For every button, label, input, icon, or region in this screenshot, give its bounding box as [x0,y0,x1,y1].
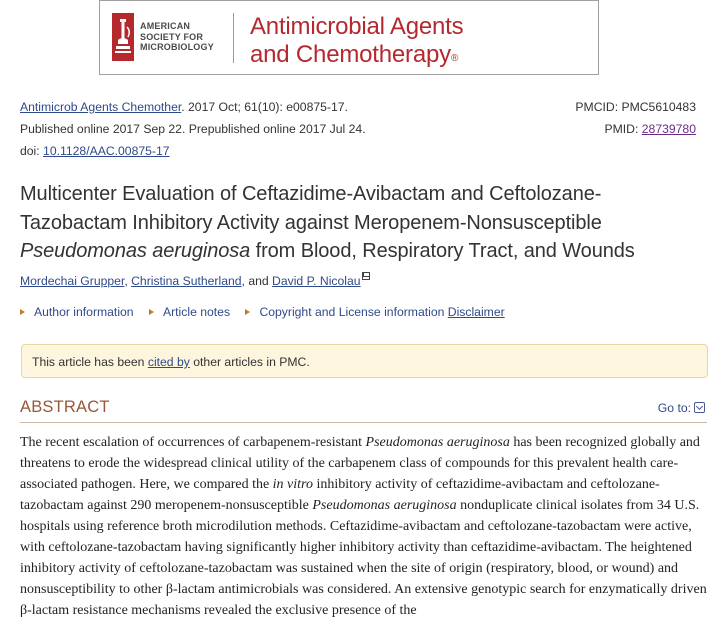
banner-divider [233,13,234,63]
chevron-down-icon[interactable] [694,402,705,413]
author-link[interactable]: Mordechai Grupper [20,274,125,288]
journal-link[interactable]: Antimicrob Agents Chemother [20,100,182,114]
doi-link[interactable]: 10.1128/AAC.00875-17 [43,144,170,158]
disclaimer-link[interactable]: Disclaimer [447,305,505,319]
copyright-toggle[interactable]: Copyright and License information [259,305,445,319]
expand-arrow-icon [20,309,25,315]
expand-arrow-icon [245,309,250,315]
expand-arrow-icon [149,309,154,315]
author-link[interactable]: David P. Nicolau [272,274,361,288]
abstract-header [20,398,707,423]
doi-label: doi: [20,144,44,158]
article-title: Multicenter Evaluation of Ceftazidime-Avibactam and Ceftolozane-Tazobactam Inhibitory Activity against Meropenem-Nonsusceptible Pseudomonas aeruginosa from Blood, Respiratory Tract, and Wounds [20,183,635,262]
journal-banner[interactable] [99,0,599,75]
pmcid: PMCID: PMC5610483 [575,100,696,114]
article-notes-bar [20,305,505,319]
cited-by-notice: This article has been cited by other articles in PMC. [21,344,708,378]
society-name: AMERICAN SOCIETY FOR MICROBIOLOGY [140,21,214,52]
author-information-toggle[interactable]: Author information [34,305,134,319]
goto-menu[interactable]: Go to: [658,401,705,415]
article-notes-toggle[interactable]: Article notes [162,305,231,319]
publication-dates: Published online 2017 Sep 22. Prepublished online 2017 Jul 24. [20,122,366,136]
author-link[interactable]: Christina Sutherland [131,274,242,288]
email-icon[interactable] [362,272,370,280]
abstract-text: The recent escalation of occurrences of carbapenem-resistant Pseudomonas aeruginosa has been recognized globally and threatens to erode the widespread clinical utility of the carbapenem class of compounds for this prevalent health care-associated pathogen. Here, we compared the in vitro inhibitory activity of ceftazidime-avibactam and ceftolozane-tazobactam against 290 meropenem-nonsusceptible Pseudomonas aeruginosa nonduplicate clinical isolates from 34 U.S. hospitals using reference broth microdilution methods. Ceftazidime-avibactam and ceftolozane-tazobactam were active, with ceftolozane-tazobactam having significantly higher inhibitory activity than ceftazidime-avibactam. The heightened inhibitory activity of ceftolozane-tazobactam was sustained when the site of origin (respiratory, blood, or wound) and nonsusceptibility to other β-lactam antimicrobials was considered. An extensive genotypic search for enzymatically driven β-lactam resistance mechanisms revealed the exclusive presence of the [20,435,707,618]
pmid-label: PMID: [604,122,642,136]
asm-logo-icon [112,13,134,61]
cited-by-link[interactable]: cited by [147,355,190,369]
issue-info: . 2017 Oct; 61(10): e00875-17. [181,100,348,114]
citation-meta [20,96,696,162]
pmid-link[interactable]: 28739780 [641,122,696,136]
author-list: Mordechai Grupper, Christina Sutherland, and David P. Nicolau [20,272,370,288]
abstract-heading: ABSTRACT [20,398,110,416]
journal-name: Antimicrobial Agents and Chemotherapy® [250,13,464,68]
